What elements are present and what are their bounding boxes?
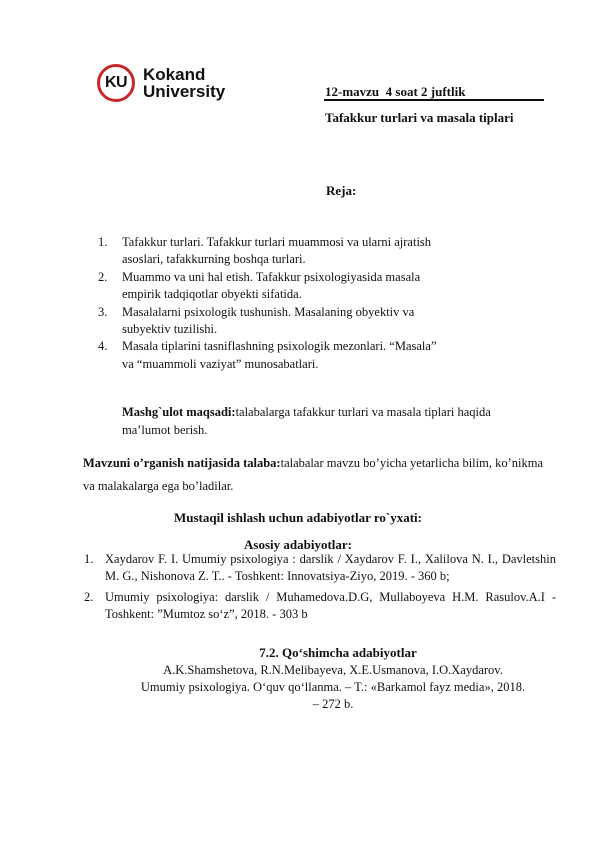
plan-item [98, 304, 498, 339]
lesson-title: Tafakkur turlari va masala tiplari [325, 110, 514, 125]
literature-heading: Mustaqil ishlash uchun adabiyotlar ro`yxati: [173, 510, 422, 525]
reference-text: Xaydarov F. I. Umumiy psixologiya : darslik / Xaydarov F. I., Xalilova N. I., Davletshin M. G., Nishonova Z. T.. - Toshkent: Innovatsiya-Ziyo, 2019. - 360 b; [105, 552, 556, 583]
additional-literature-line: Umumiy psixologiya. O‘quv qo‘llanma. – T.: «Barkamol fayz media», 2018. [140, 680, 526, 694]
lesson-topic: 12-mavzu 4 soat 2 juftlik [325, 84, 466, 99]
additional-literature [110, 662, 556, 713]
learning-outcome-label: Mavzuni o’rganish natijasida talaba: [83, 456, 281, 470]
plan-item-line: empirik tadqiqotlar obyekti sifatida. [122, 287, 302, 302]
logo-line-1: Kokand [143, 65, 206, 84]
header-divider [324, 99, 544, 101]
additional-literature-line: – 272 b. [312, 697, 354, 711]
lesson-goal-label: Mashg`ulot maqsadi: [122, 405, 236, 419]
plan-item-line: Masalalarni psixologik tushunish. Masalaning obyektiv va [122, 304, 415, 319]
plan-item [98, 338, 498, 373]
university-logo [97, 64, 225, 102]
plan-item [98, 234, 498, 269]
logo-mark: KU [97, 64, 135, 102]
plan-list [98, 234, 498, 373]
lesson-goal-text: talabalarga tafakkur turlari va masala tiplari haqida ma’lumot berish. [122, 405, 491, 437]
additional-literature-heading: 7.2. Qo‘shimcha adabiyotlar [259, 645, 417, 660]
additional-literature-line: A.K.Shamshetova, R.N.Melibayeva, X.E.Usmanova, I.O.Xaydarov. [163, 663, 503, 677]
main-literature-heading: Asosiy adabiyotlar: [244, 537, 352, 552]
plan-item-line: va “muammoli vaziyat” munosabatlari. [122, 356, 319, 371]
plan-item-line: asoslari, tafakkurning boshqa turlari. [122, 252, 306, 267]
plan-item-number: 1. [98, 235, 108, 249]
reference-number: 1. [84, 552, 94, 566]
reference-text: Umumiy psixologiya: darslik / Muhamedova.D.G, Mullaboyeva H.M. Rasulov.A.I - Toshkent: ”Mumtoz so‘z”, 2018. - 303 b [105, 590, 556, 621]
learning-outcome [83, 452, 553, 498]
reference-item [84, 589, 556, 623]
plan-item-line: Tafakkur turlari. Tafakkur turlari muammosi va ularni ajratish [122, 235, 432, 249]
main-literature-list [84, 551, 556, 623]
logo-line-2: University [143, 82, 226, 101]
plan-item-line: subyektiv tuzilishi. [122, 322, 218, 337]
plan-item [98, 269, 498, 304]
plan-item-number: 4. [98, 339, 108, 354]
plan-heading: Reja: [326, 183, 357, 198]
learning-outcome-text: talabalar mavzu bo’yicha yetarlicha bilim, ko’nikma va malakalarga ega bo’ladilar. [83, 456, 543, 493]
plan-item-number: 2. [98, 269, 108, 284]
reference-item [84, 551, 556, 585]
logo-wordmark [143, 66, 225, 100]
reference-number: 2. [84, 590, 94, 604]
plan-item-line: Muammo va uni hal etish. Tafakkur psixologiyasida masala [122, 269, 421, 284]
plan-item-number: 3. [98, 304, 108, 319]
lesson-goal [122, 404, 542, 439]
plan-item-line: Masala tiplarini tasniflashning psixologik mezonlari. “Masala” [122, 339, 437, 354]
